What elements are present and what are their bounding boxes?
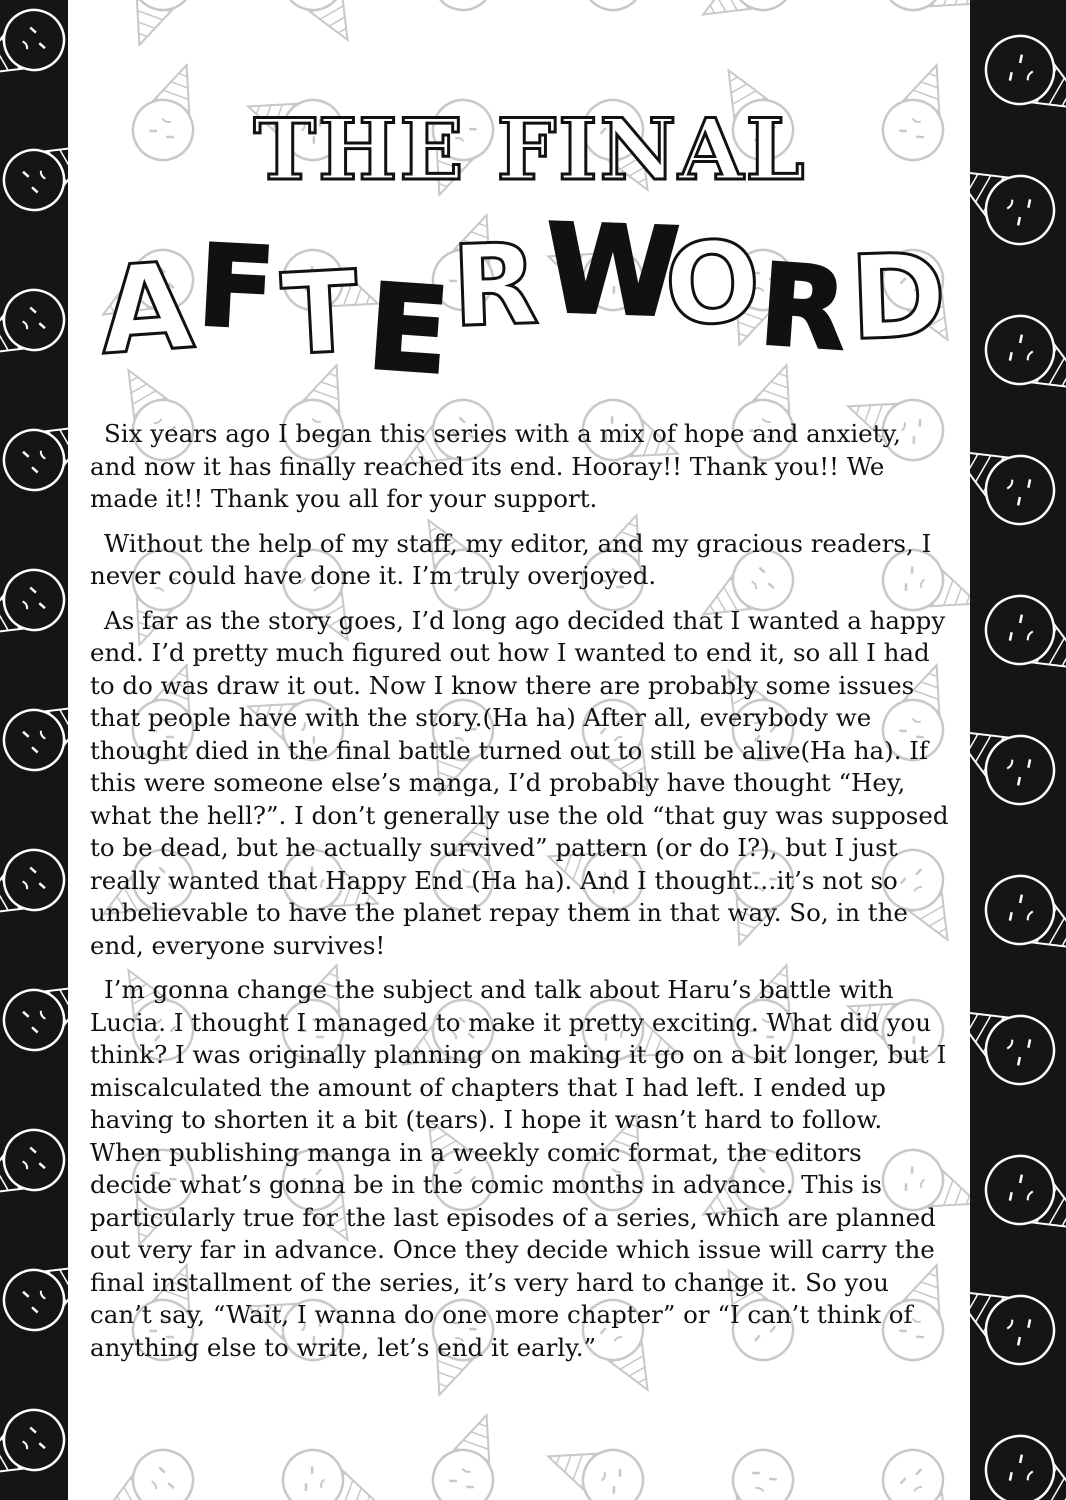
cone-face-icon [403, 0, 504, 21]
title-letter: E [363, 257, 454, 401]
cone-face-icon [974, 24, 1066, 139]
cone-face-icon [974, 864, 1066, 979]
title-line-the-final: THE FINAL [253, 100, 807, 199]
cone-face-icon [275, 1442, 389, 1500]
right-band-cone-faces [970, 0, 1066, 1500]
cone-face-icon [0, 960, 68, 1061]
cone-face-icon [538, 1428, 652, 1500]
cone-face-icon [872, 1439, 970, 1500]
cone-face-icon [425, 1405, 515, 1500]
right-border-band [970, 0, 1066, 1500]
cone-face-icon [970, 701, 1066, 816]
cone-face-icon [0, 680, 68, 781]
title-letter: D [847, 228, 949, 367]
left-border-band [0, 0, 68, 1500]
cone-face-icon [88, 1439, 204, 1500]
cone-face-icon [575, 0, 665, 18]
cone-face-icon [0, 400, 68, 501]
cone-face-icon [970, 421, 1066, 536]
title-letter: A [95, 236, 198, 383]
title-letter: W [542, 197, 683, 345]
cone-face-icon [0, 279, 68, 380]
cone-face-icon [875, 0, 970, 32]
cone-face-icon [272, 0, 373, 55]
cone-face-icon [970, 141, 1066, 256]
cone-face-icon [970, 1261, 1066, 1376]
page-title [90, 95, 950, 405]
cone-face-icon [0, 1119, 68, 1220]
cone-face-icon [711, 1442, 801, 1500]
cone-face-icon [0, 1399, 68, 1500]
title-line-afterword [90, 197, 950, 410]
title-letter: R [449, 219, 541, 353]
paragraph: Without the help of my staff, my editor, and my gracious readers, I never could have done it. I’m truly overjoyed. [90, 528, 932, 590]
left-band-cone-faces [0, 0, 68, 1500]
cone-face-icon [974, 584, 1066, 699]
cone-face-icon [111, 0, 201, 55]
cone-face-icon [0, 0, 68, 100]
paragraph: Six years ago I began this series with a mix of hope and anxiety, and now it has finally reached its end. Hooray!! Thank you!! We made it!! Thank you all for your support. [90, 419, 901, 513]
title-letter: F [194, 221, 278, 355]
paragraph: As far as the story goes, I’d long ago decided that I wanted a happy end. I’d pretty much figured out how I wanted to end it, so all I had to do was draw it out. Now I know there are probably some issues that people have with the story.(Ha ha) After all, everybody we thought died in the final battle turned out to still be alive(Ha ha). If this were someone else’s manga, I’d probably have thought “Hey, what the hell?”. I don’t generally use the old “that guy was supposed to be dead, but he actually survived” pattern (or do I?), but I just really wanted that Happy End (Ha ha). And I thought…it’s not so unbelievable to have the planet repay them in that way. So, in the end, everyone survives! [90, 605, 949, 960]
title-letter: R [755, 240, 851, 376]
cone-face-icon [974, 1424, 1066, 1500]
cone-face-icon [974, 1144, 1066, 1259]
cone-face-icon [0, 1240, 68, 1341]
cone-face-icon [0, 120, 68, 221]
afterword-body [90, 418, 950, 1364]
title-letter: O [661, 216, 764, 352]
cone-face-icon [0, 839, 68, 940]
cone-face-icon [970, 981, 1066, 1096]
cone-face-icon [974, 304, 1066, 419]
title-letter: T [278, 247, 362, 381]
cone-face-icon [0, 559, 68, 660]
cone-face-icon [688, 0, 804, 40]
paragraph: I’m gonna change the subject and talk about Haru’s battle with Lucia. I thought I managed to make it pretty exciting. What did you think? I was originally planning on making it go on a bit longer, but I miscalculated the amount of chapters that I had left. I ended up having to shorten it a bit (tears). I hope it wasn’t hard to follow. When publishing manga in a weekly comic format, the editors decide what’s gonna be in the comic months in advance. This is particularly true for the last episodes of a series, which are planned out very far in advance. Once they decide which issue will carry the final installment of the series, it’s very hard to change it. So you can’t say, “Wait, I wanna do one more chapter” or “I can’t think of anything else to write, let’s end it early.” [90, 975, 947, 1362]
